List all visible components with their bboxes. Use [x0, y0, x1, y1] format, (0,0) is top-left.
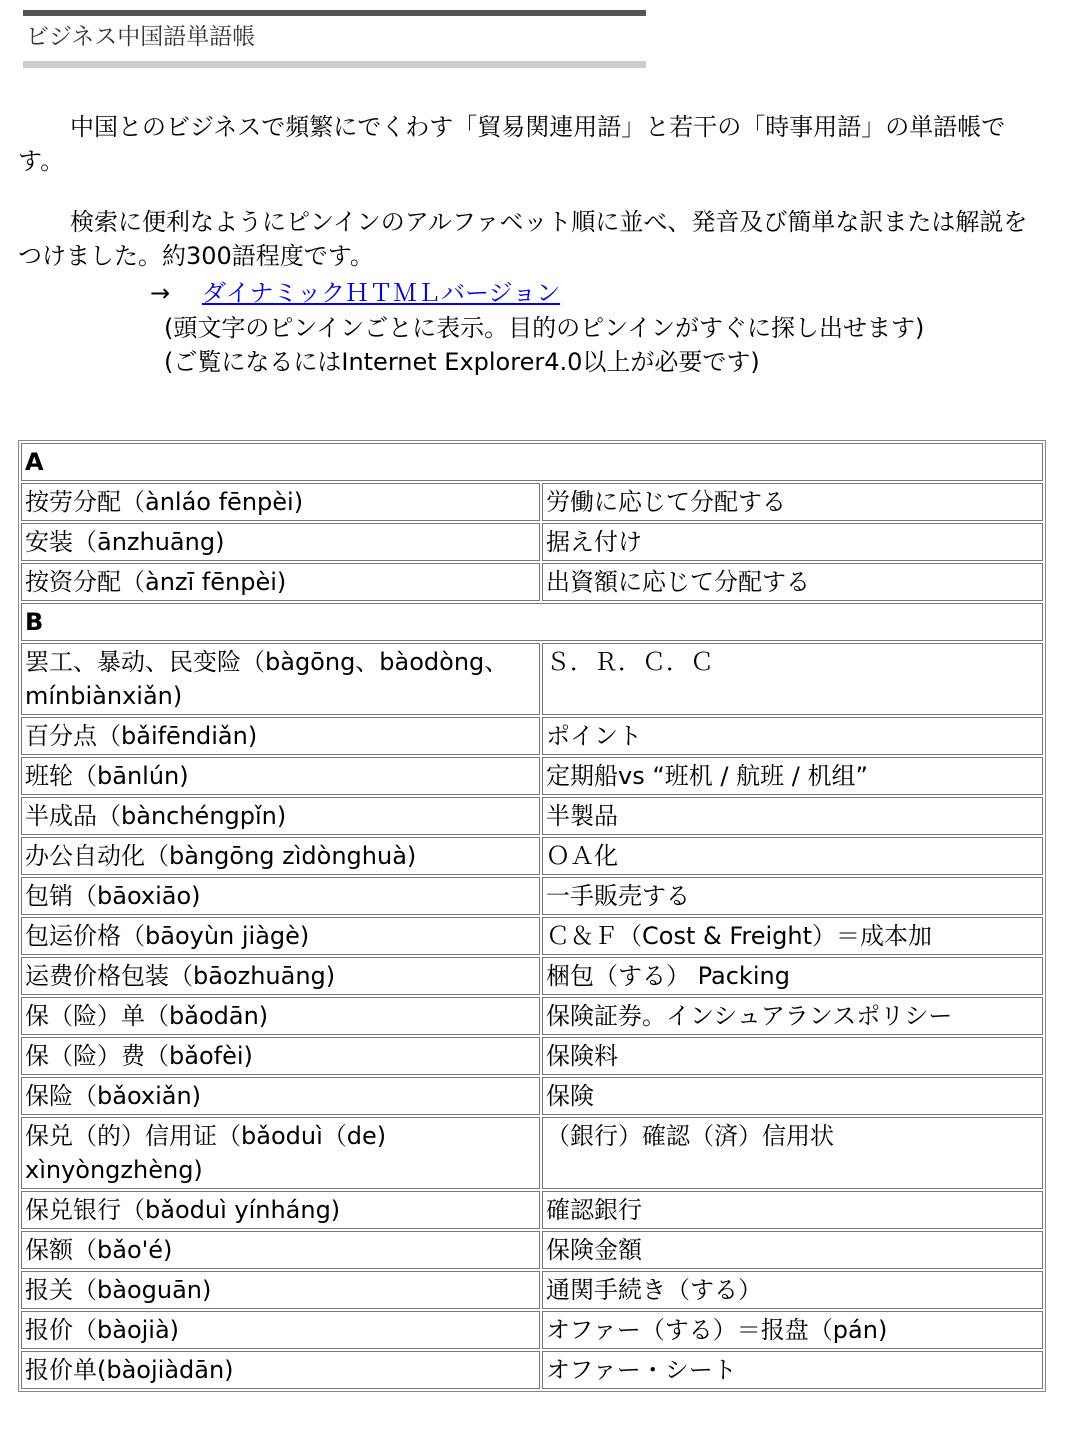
note-pinyin-display: (頭文字のピンインごとに表示。目的のピンインがすぐに探し出せます)	[164, 314, 925, 342]
term-cell: 包运价格（bāoyùn jiàgè)	[21, 917, 540, 955]
term-cell: 班轮（bānlún)	[21, 757, 540, 795]
term-cell: 罢工、暴动、民变险（bàgōng、bàodòng、mínbiànxiǎn)	[21, 643, 540, 715]
term-cell: 保兑银行（bǎoduì yínháng)	[21, 1191, 540, 1229]
table-row	[21, 1037, 1043, 1075]
meaning-cell: 一手販売する	[542, 877, 1043, 915]
table-row	[21, 1351, 1043, 1389]
table-row	[21, 1311, 1043, 1349]
table-row	[21, 837, 1043, 875]
meaning-cell: 労働に応じて分配する	[542, 483, 1043, 521]
table-row	[21, 1271, 1043, 1309]
meaning-cell: ＯＡ化	[542, 837, 1043, 875]
term-cell: 办公自动化（bàngōng zìdònghuà)	[21, 837, 540, 875]
meaning-cell: 保険	[542, 1077, 1043, 1115]
meaning-cell: Ｃ＆Ｆ（Cost & Freight）＝成本加	[542, 917, 1043, 955]
table-row	[21, 1117, 1043, 1189]
term-cell: 保额（bǎo'é)	[21, 1231, 540, 1269]
intro-paragraph-2	[18, 205, 1038, 273]
letter-header: B	[21, 603, 1043, 641]
intro-text-1: 中国とのビジネスで頻繁にでくわす「貿易関連用語」と若干の「時事用語」の単語帳です。	[18, 113, 1006, 175]
arrow-icon: →	[150, 279, 171, 307]
term-cell: 报关（bàoguān)	[21, 1271, 540, 1309]
term-cell: 半成品（bànchéngpǐn)	[21, 797, 540, 835]
meaning-cell: 据え付け	[542, 523, 1043, 561]
table-row	[21, 563, 1043, 601]
page-title: ビジネス中国語単語帳	[26, 24, 256, 50]
table-row	[21, 797, 1043, 835]
term-cell: 百分点（bǎifēndiǎn)	[21, 717, 540, 755]
table-row	[21, 757, 1043, 795]
table-row	[21, 877, 1043, 915]
meaning-cell: 保険証券。インシュアランスポリシー	[542, 997, 1043, 1035]
table-row	[21, 1191, 1043, 1229]
table-row	[21, 917, 1043, 955]
title-bottom-rule	[23, 61, 646, 68]
meaning-cell: 梱包（する） Packing	[542, 957, 1043, 995]
meaning-cell: 半製品	[542, 797, 1043, 835]
meaning-cell: Ｓ．Ｒ．Ｃ．Ｃ	[542, 643, 1043, 715]
letter-header-row	[21, 603, 1043, 641]
term-cell: 保兑（的）信用证（bǎoduì（de) xìnyòngzhèng)	[21, 1117, 540, 1189]
table-row	[21, 523, 1043, 561]
term-cell: 报价单(bàojiàdān)	[21, 1351, 540, 1389]
term-cell: 报价（bàojià)	[21, 1311, 540, 1349]
meaning-cell: （銀行）確認（済）信用状	[542, 1117, 1043, 1189]
term-cell: 运费价格包装（bāozhuāng)	[21, 957, 540, 995]
title-top-rule	[23, 10, 646, 16]
term-cell: 安装（ānzhuāng)	[21, 523, 540, 561]
term-cell: 保（险）单（bǎodān)	[21, 997, 540, 1035]
table-row	[21, 717, 1043, 755]
meaning-cell: オファー・シート	[542, 1351, 1043, 1389]
table-row	[21, 1077, 1043, 1115]
meaning-cell: 定期船vs “班机 / 航班 / 机组”	[542, 757, 1043, 795]
table-row	[21, 997, 1043, 1035]
meaning-cell: 保険金額	[542, 1231, 1043, 1269]
term-cell: 包销（bāoxiāo)	[21, 877, 540, 915]
dhtml-link-line	[150, 276, 560, 310]
meaning-cell: 確認銀行	[542, 1191, 1043, 1229]
table-row	[21, 1231, 1043, 1269]
meaning-cell: ポイント	[542, 717, 1043, 755]
table-row	[21, 483, 1043, 521]
term-cell: 按资分配（ànzī fēnpèi)	[21, 563, 540, 601]
meaning-cell: オファー（する）＝报盘（pán)	[542, 1311, 1043, 1349]
page-title-banner	[23, 10, 646, 58]
letter-header-row	[21, 443, 1043, 481]
letter-header: A	[21, 443, 1043, 481]
meaning-cell: 出資額に応じて分配する	[542, 563, 1043, 601]
glossary-table	[18, 440, 1046, 1392]
term-cell: 保（险）费（bǎofèi)	[21, 1037, 540, 1075]
dhtml-version-link[interactable]: ダイナミックＨＴＭＬバージョン	[202, 279, 561, 307]
table-row	[21, 643, 1043, 715]
intro-text-2: 検索に便利なようにピンインのアルファベット順に並べ、発音及び簡単な訳または解説をつけました。約300語程度です。	[18, 208, 1028, 270]
term-cell: 保险（bǎoxiǎn)	[21, 1077, 540, 1115]
table-row	[21, 957, 1043, 995]
intro-paragraph-1	[18, 110, 1038, 178]
meaning-cell: 通関手続き（する）	[542, 1271, 1043, 1309]
note-ie-requirement: (ご覧になるにはInternet Explorer4.0以上が必要です)	[164, 348, 760, 376]
meaning-cell: 保険料	[542, 1037, 1043, 1075]
term-cell: 按劳分配（ànláo fēnpèi)	[21, 483, 540, 521]
